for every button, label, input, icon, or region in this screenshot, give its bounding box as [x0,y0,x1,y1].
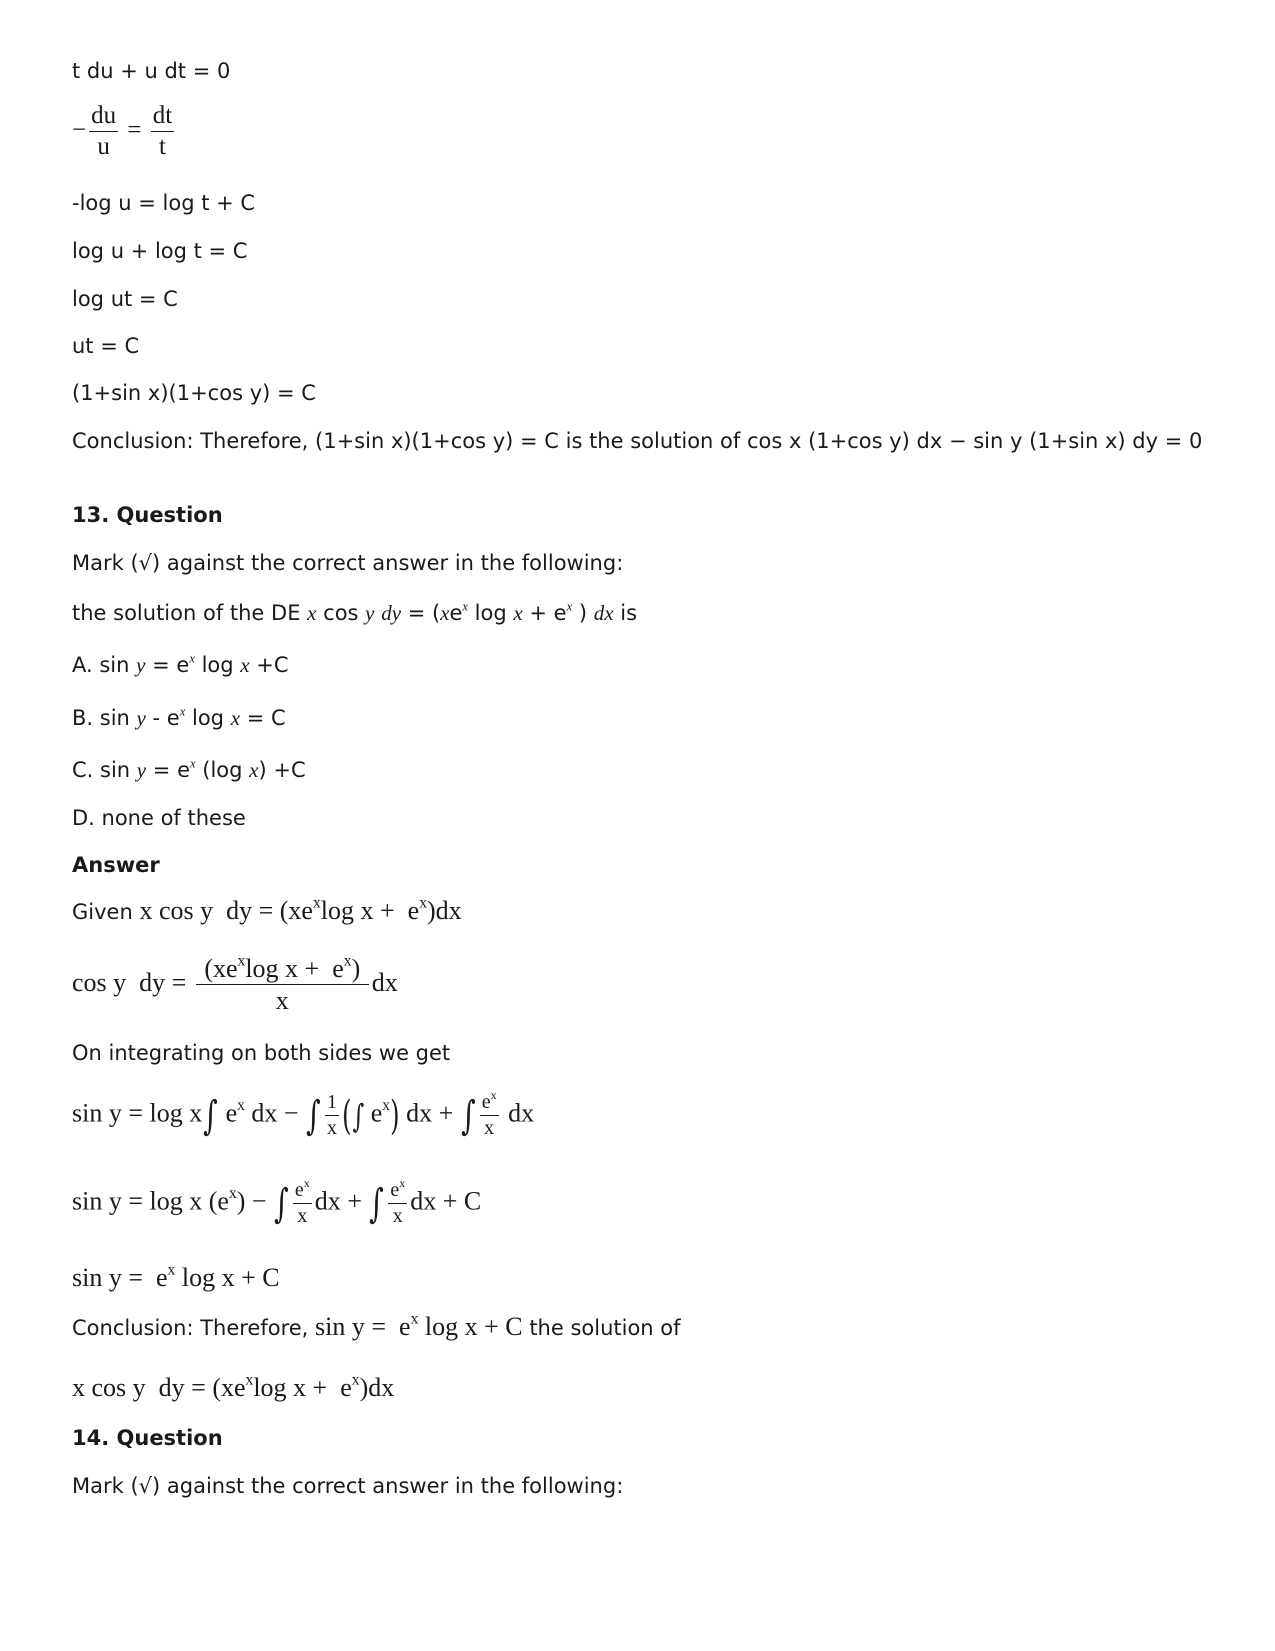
integration-result: $\sin y = e^x$ log x + C [72,1261,280,1292]
integrating-text: On integrating on both sides we get [72,1041,451,1065]
question-13-instruction: Mark (√) against the correct answer in the following: [72,551,624,575]
fraction-given: ($xe^x\log$ $x + e^x$) x [197,952,367,1016]
separated-equation: cos y dy = ($xe^x\log$ $x + e^x$) x dx [72,952,398,1016]
conclusion-equation: x cos y dy = ($xe^x\log$ $x + e^x)dx$ [72,1371,395,1402]
question-14-heading: 14. Question [72,1426,223,1450]
equation-line-1: t du + u dt = 0 [72,59,231,83]
equation-line-5: log ut = C [72,287,178,311]
question-14-instruction: Mark (√) against the correct answer in the following: [72,1474,624,1498]
option-c[interactable]: C. $\sin y = e^x$ (log x) +C [72,756,306,782]
equation-line-4: log u + log t = C [72,239,248,263]
equation-fraction-du-dt [72,103,177,161]
equation-line-3: -log u = log t + C [72,191,256,215]
option-b[interactable]: B. sin y - $e^x$ log x = C [72,704,286,730]
option-d[interactable]: D. none of these [72,806,246,830]
minus-sign: − [72,116,87,144]
answer-heading: Answer [72,853,160,877]
equals-sign: = [121,116,148,144]
conclusion-q13: Conclusion: Therefore, $\sin y = e^x$ log x + C the solution of [72,1310,681,1341]
fraction-dt-t: $\frac{dt}{t}$ [152,102,173,161]
fraction-du-u: $\frac{du}{u}$ [91,102,117,161]
question-13-stem: the solution of the DE x cos y dy = ($xe^x$ $\log x + e^x$ ) dx is [72,599,638,625]
given-equation: Given x cos y dy = ($xe^x\log$ $x + e^x)dx$ [72,894,462,925]
question-13-heading: 13. Question [72,503,223,527]
equation-line-6: ut = C [72,334,140,358]
equation-line-7: (1+sin x)(1+cos y) = C [72,381,316,405]
conclusion-q12: Conclusion: Therefore, (1+sin x)(1+cos y) = C is the solution of cos x (1+cos y) dx − sin y (1+sin x) dy = 0 [72,429,1203,453]
option-a[interactable]: A. $\sin y = e^x$ log x +C [72,651,289,677]
integration-step-2: sin y = log x $(e^x)$ − ∫ $\frac{e^x}{x}$ dx + ∫ $\frac{e^x}{x}$ dx + C [72,1176,482,1227]
integration-step-1: sin y = log x∫ $e^x$ dx − ∫ $\frac{1}{x}$ (∫ $e^x$) dx + ∫ $\frac{e^x}{x}$ dx [72,1088,535,1139]
